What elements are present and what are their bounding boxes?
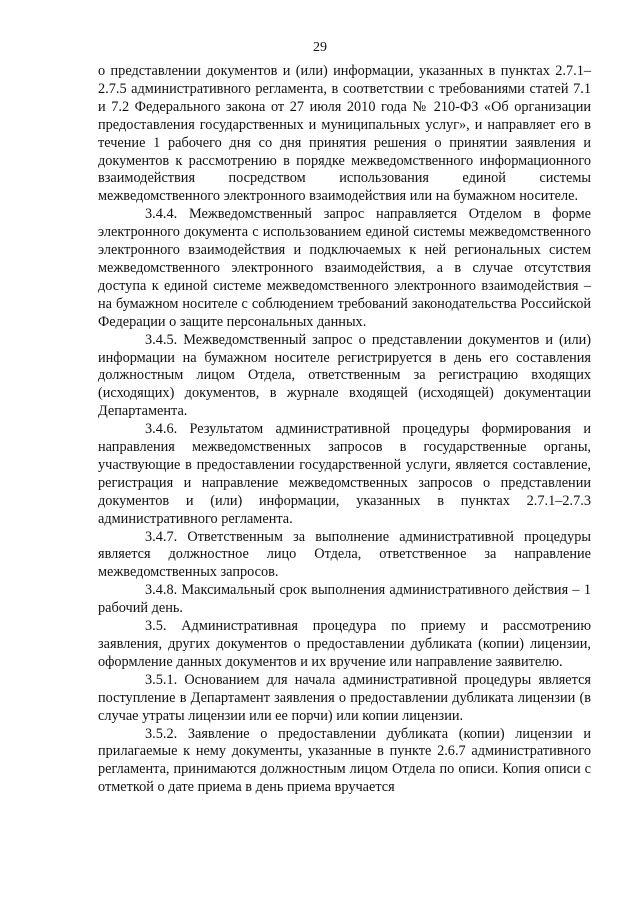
paragraph-3-4-4: 3.4.4. Межведомственный запрос направляется Отделом в форме электронного документа с использованием единой системы межведомственного электронного взаимодействия и подключаемых к ней региональных систем межведомственного электронного взаимодействия, а в случае отсутствия доступа к единой системе межведомственного электронного взаимодействия – на бумажном носителе с соблюдением требований законодательства Российской Федерации о защите персональных данных. (98, 206, 591, 330)
document-body (98, 63, 591, 797)
page-number: 29 (313, 40, 327, 55)
paragraph-3-4-7: 3.4.7. Ответственным за выполнение административной процедуры является должностное лицо Отдела, ответственное за направление межведомственных запросов. (98, 528, 591, 581)
paragraph-3-5-2: 3.5.2. Заявление о предоставлении дубликата (копии) лицензии и прилагаемые к нему документы, указанные в пункте 2.6.7 административного регламента, принимаются должностным лицом Отдела по описи. Копия описи с отметкой о дате приема в день приема вручается (98, 725, 591, 796)
paragraph-3-4-5: 3.4.5. Межведомственный запрос о представлении документов и (или) информации на бумажном носителе регистрируется в день его составления должностным лицом Отдела, ответственным за регистрацию входящих (исходящих) документов, в журнале входящей (исходящей) документации Департамента. (98, 331, 591, 420)
paragraph-3-4-6: 3.4.6. Результатом административной процедуры формирования и направления межведомственных запросов в государственные органы, участвующие в предоставлении государственной услуги, является составление, регистрация и направление межведомственных запросов о представлении документов и (или) информации, указанных в пунктах 2.7.1–2.7.3 административного регламента. (98, 421, 591, 527)
paragraph-3-5-1: 3.5.1. Основанием для начала административной процедуры является поступление в Департамент заявления о предоставлении дубликата лицензии (в случае утраты лицензии или ее порчи) или копии лицензии. (98, 671, 591, 724)
paragraph-3-4-8: 3.4.8. Максимальный срок выполнения административного действия – 1 рабочий день. (98, 582, 591, 617)
paragraph-3-5: 3.5. Административная процедура по приему и рассмотрению заявления, других документов о предоставлении дубликата (копии) лицензии, оформление данных документов и их вручение или направление заявителю. (98, 618, 591, 670)
paragraph-continuation: о представлении документов и (или) информации, указанных в пунктах 2.7.1–2.7.5 административного регламента, в соответствии с требованиями статей 7.1 и 7.2 Федерального закона от 27 июля 2010 года № 210-ФЗ «Об организации предоставления государственных и муниципальных услуг», и направляет его в течение 1 рабочего дня со дня принятия решения о принятии заявления и документов к рассмотрению в порядке межведомственного информационного взаимодействия посредством использования единой системы межведомственного электронного взаимодействия или на бумажном носителе. (98, 63, 591, 205)
